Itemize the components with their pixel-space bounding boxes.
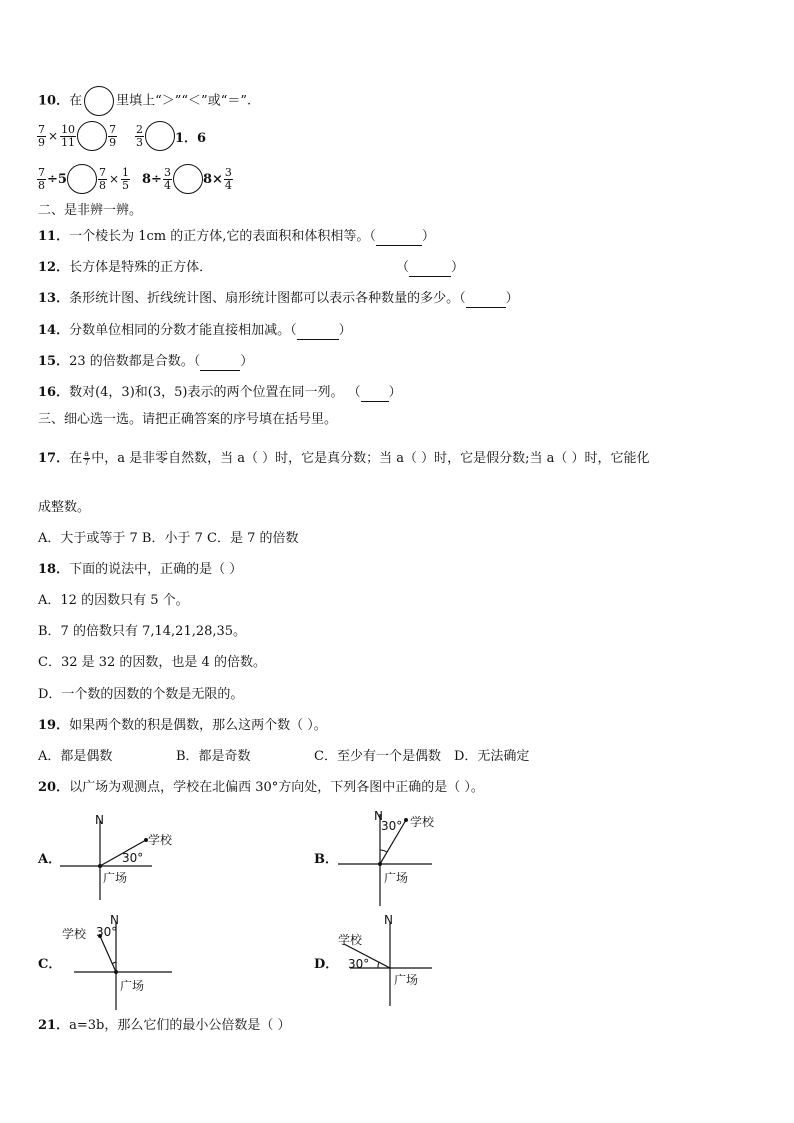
answer-blank[interactable] xyxy=(466,294,506,308)
question-17-continued: 成整数。 xyxy=(38,500,91,515)
diagram-c xyxy=(60,910,200,1010)
question-number: 13． xyxy=(38,291,70,306)
question-18 xyxy=(38,561,242,579)
question-text: 中，a 是非零自然数，当 a（ ）时，它是真分数；当 a（ ）时，它是假分数;当 a（ ）时，它能化 xyxy=(91,451,650,466)
question-text: 以广场为观测点，学校在北偏西 30°方向处，下列各图中正确的是（ ）。 xyxy=(69,780,484,795)
diagram-d xyxy=(336,910,476,1010)
school-label: 学校 xyxy=(148,833,173,847)
question-19 xyxy=(38,717,327,735)
question-text: 一个棱长为 1cm 的正方体,它的表面积和体积相等。（ xyxy=(69,229,376,244)
compare-circle[interactable] xyxy=(77,121,107,151)
north-label: N xyxy=(95,813,104,827)
option-b[interactable]: B．7 的倍数只有 7,14,21,28,35。 xyxy=(38,624,247,639)
question-number: 20． xyxy=(38,780,70,795)
answer-blank[interactable] xyxy=(297,326,339,340)
question-15 xyxy=(38,353,253,371)
option-d[interactable]: D．一个数的因数的个数是无限的。 xyxy=(38,687,244,702)
option-d[interactable]: D．无法确定 xyxy=(454,749,530,764)
question-number: 21． xyxy=(38,1018,70,1033)
option-c[interactable]: C．至少有一个是偶数 xyxy=(314,749,441,764)
question-text: 在 xyxy=(69,93,83,109)
answer-blank[interactable] xyxy=(200,357,240,371)
question-text: 长方体是特殊的正方体． xyxy=(69,260,213,275)
option-d-label[interactable]: D． xyxy=(314,957,339,972)
question-12-answer xyxy=(396,259,464,277)
paren: ） xyxy=(240,354,254,369)
question-number: 16． xyxy=(38,385,70,400)
option-a[interactable]: A．都是偶数 xyxy=(38,749,113,764)
paren: ） xyxy=(338,323,352,338)
square-label: 广场 xyxy=(394,973,419,987)
expression-b xyxy=(134,121,206,151)
fraction: $\frac{7}{9}$ xyxy=(38,122,45,149)
option-c-label[interactable]: C． xyxy=(38,957,62,972)
answer-blank[interactable] xyxy=(376,232,422,246)
diagram-b xyxy=(336,806,476,906)
north-label: N xyxy=(374,809,383,823)
option-b[interactable]: B．都是奇数 xyxy=(176,749,251,764)
question-text: 如果两个数的积是偶数，那么这两个数（ ）。 xyxy=(69,718,327,733)
expression-d xyxy=(142,164,234,194)
answer-blank[interactable] xyxy=(361,388,389,402)
angle-label: 30° xyxy=(122,851,144,865)
operator: ÷5 xyxy=(47,171,67,187)
square-label: 广场 xyxy=(120,979,145,993)
operator: 8÷ xyxy=(142,171,162,187)
question-text: 23 的倍数都是合数。（ xyxy=(69,354,201,369)
paren: ） xyxy=(451,260,465,275)
paren: ） xyxy=(421,229,435,244)
section-heading-2: 二、是非辨一辨。 xyxy=(38,203,143,218)
question-text: 在 xyxy=(69,451,83,466)
question-number: 17． xyxy=(38,451,70,466)
question-number: 11． xyxy=(38,229,70,244)
fraction: $\frac{1}{5}$ xyxy=(122,165,130,192)
paren: （ xyxy=(396,260,410,275)
fraction: $\frac{7}{9}$ xyxy=(109,122,117,149)
angle-label: 30° xyxy=(381,819,403,833)
north-label: N xyxy=(110,913,119,927)
paren: ） xyxy=(388,385,402,400)
square-label: 广场 xyxy=(103,871,128,885)
question-number: 18． xyxy=(38,562,70,577)
angle-label: 30° xyxy=(348,957,370,971)
operator: 8× xyxy=(202,171,223,187)
question-number: 10． xyxy=(38,93,70,109)
question-17-options: A．大于或等于 7 B．小于 7 C．是 7 的倍数 xyxy=(38,531,299,546)
fraction: $\frac{3}{4}$ xyxy=(163,165,171,192)
fraction: $\frac{10}{11}$ xyxy=(61,122,76,149)
paren: ） xyxy=(505,291,519,306)
question-number: 12． xyxy=(38,260,70,275)
option-a[interactable]: A．12 的因数只有 5 个。 xyxy=(38,593,189,608)
compare-circle[interactable] xyxy=(145,121,175,151)
question-11 xyxy=(38,228,435,246)
fraction: $\frac{7}{8}$ xyxy=(38,165,45,192)
question-text: a=3b，那么它们的最小公倍数是（ ） xyxy=(69,1018,291,1033)
question-text: 条形统计图、折线统计图、扇形统计图都可以表示各种数量的多少。（ xyxy=(69,291,466,306)
question-21 xyxy=(38,1017,290,1035)
fraction: $\frac{7}{8}$ xyxy=(98,165,106,192)
question-17 xyxy=(38,450,650,468)
question-number: 14． xyxy=(38,323,70,338)
expression-a xyxy=(36,121,118,151)
diagram-a xyxy=(60,810,200,900)
question-text: 下面的说法中，正确的是（ ） xyxy=(69,562,243,577)
compare-circle[interactable] xyxy=(67,164,97,194)
square-label: 广场 xyxy=(384,871,409,885)
blank-circle[interactable] xyxy=(84,86,114,116)
angle-label: 30° xyxy=(96,925,118,939)
question-16 xyxy=(38,384,402,402)
question-text: 数对(4，3)和(3，5)表示的两个位置在同一列。 （ xyxy=(69,385,361,400)
value: 1．6 xyxy=(175,130,207,146)
question-20 xyxy=(38,779,484,797)
question-text: 里填上“＞”“＜”或“＝”. xyxy=(116,93,252,109)
fraction: $\frac{a}{7}$ xyxy=(84,449,90,467)
section-heading-3: 三、细心选一选。请把正确答案的序号填在括号里。 xyxy=(38,412,338,427)
question-13 xyxy=(38,290,519,308)
option-c[interactable]: C．32 是 32 的因数，也是 4 的倍数。 xyxy=(38,655,266,670)
north-label: N xyxy=(384,913,393,927)
question-number: 15． xyxy=(38,354,70,369)
question-12 xyxy=(38,259,212,277)
option-b-label[interactable]: B． xyxy=(314,852,338,867)
question-number: 19． xyxy=(38,718,70,733)
question-14 xyxy=(38,322,352,340)
school-label: 学校 xyxy=(62,927,87,941)
school-label: 学校 xyxy=(410,815,435,829)
operator: × xyxy=(48,129,59,143)
fraction: $\frac{3}{4}$ xyxy=(224,165,232,192)
school-label: 学校 xyxy=(338,933,363,947)
fraction: $\frac{2}{3}$ xyxy=(136,122,143,149)
option-a-label[interactable]: A． xyxy=(38,852,62,867)
operator: × xyxy=(108,172,120,186)
expression-c xyxy=(36,164,131,194)
question-10-title xyxy=(38,86,251,116)
compare-circle[interactable] xyxy=(173,164,203,194)
answer-blank[interactable] xyxy=(409,263,451,277)
question-text: 分数单位相同的分数才能直接相加减。（ xyxy=(69,323,297,338)
